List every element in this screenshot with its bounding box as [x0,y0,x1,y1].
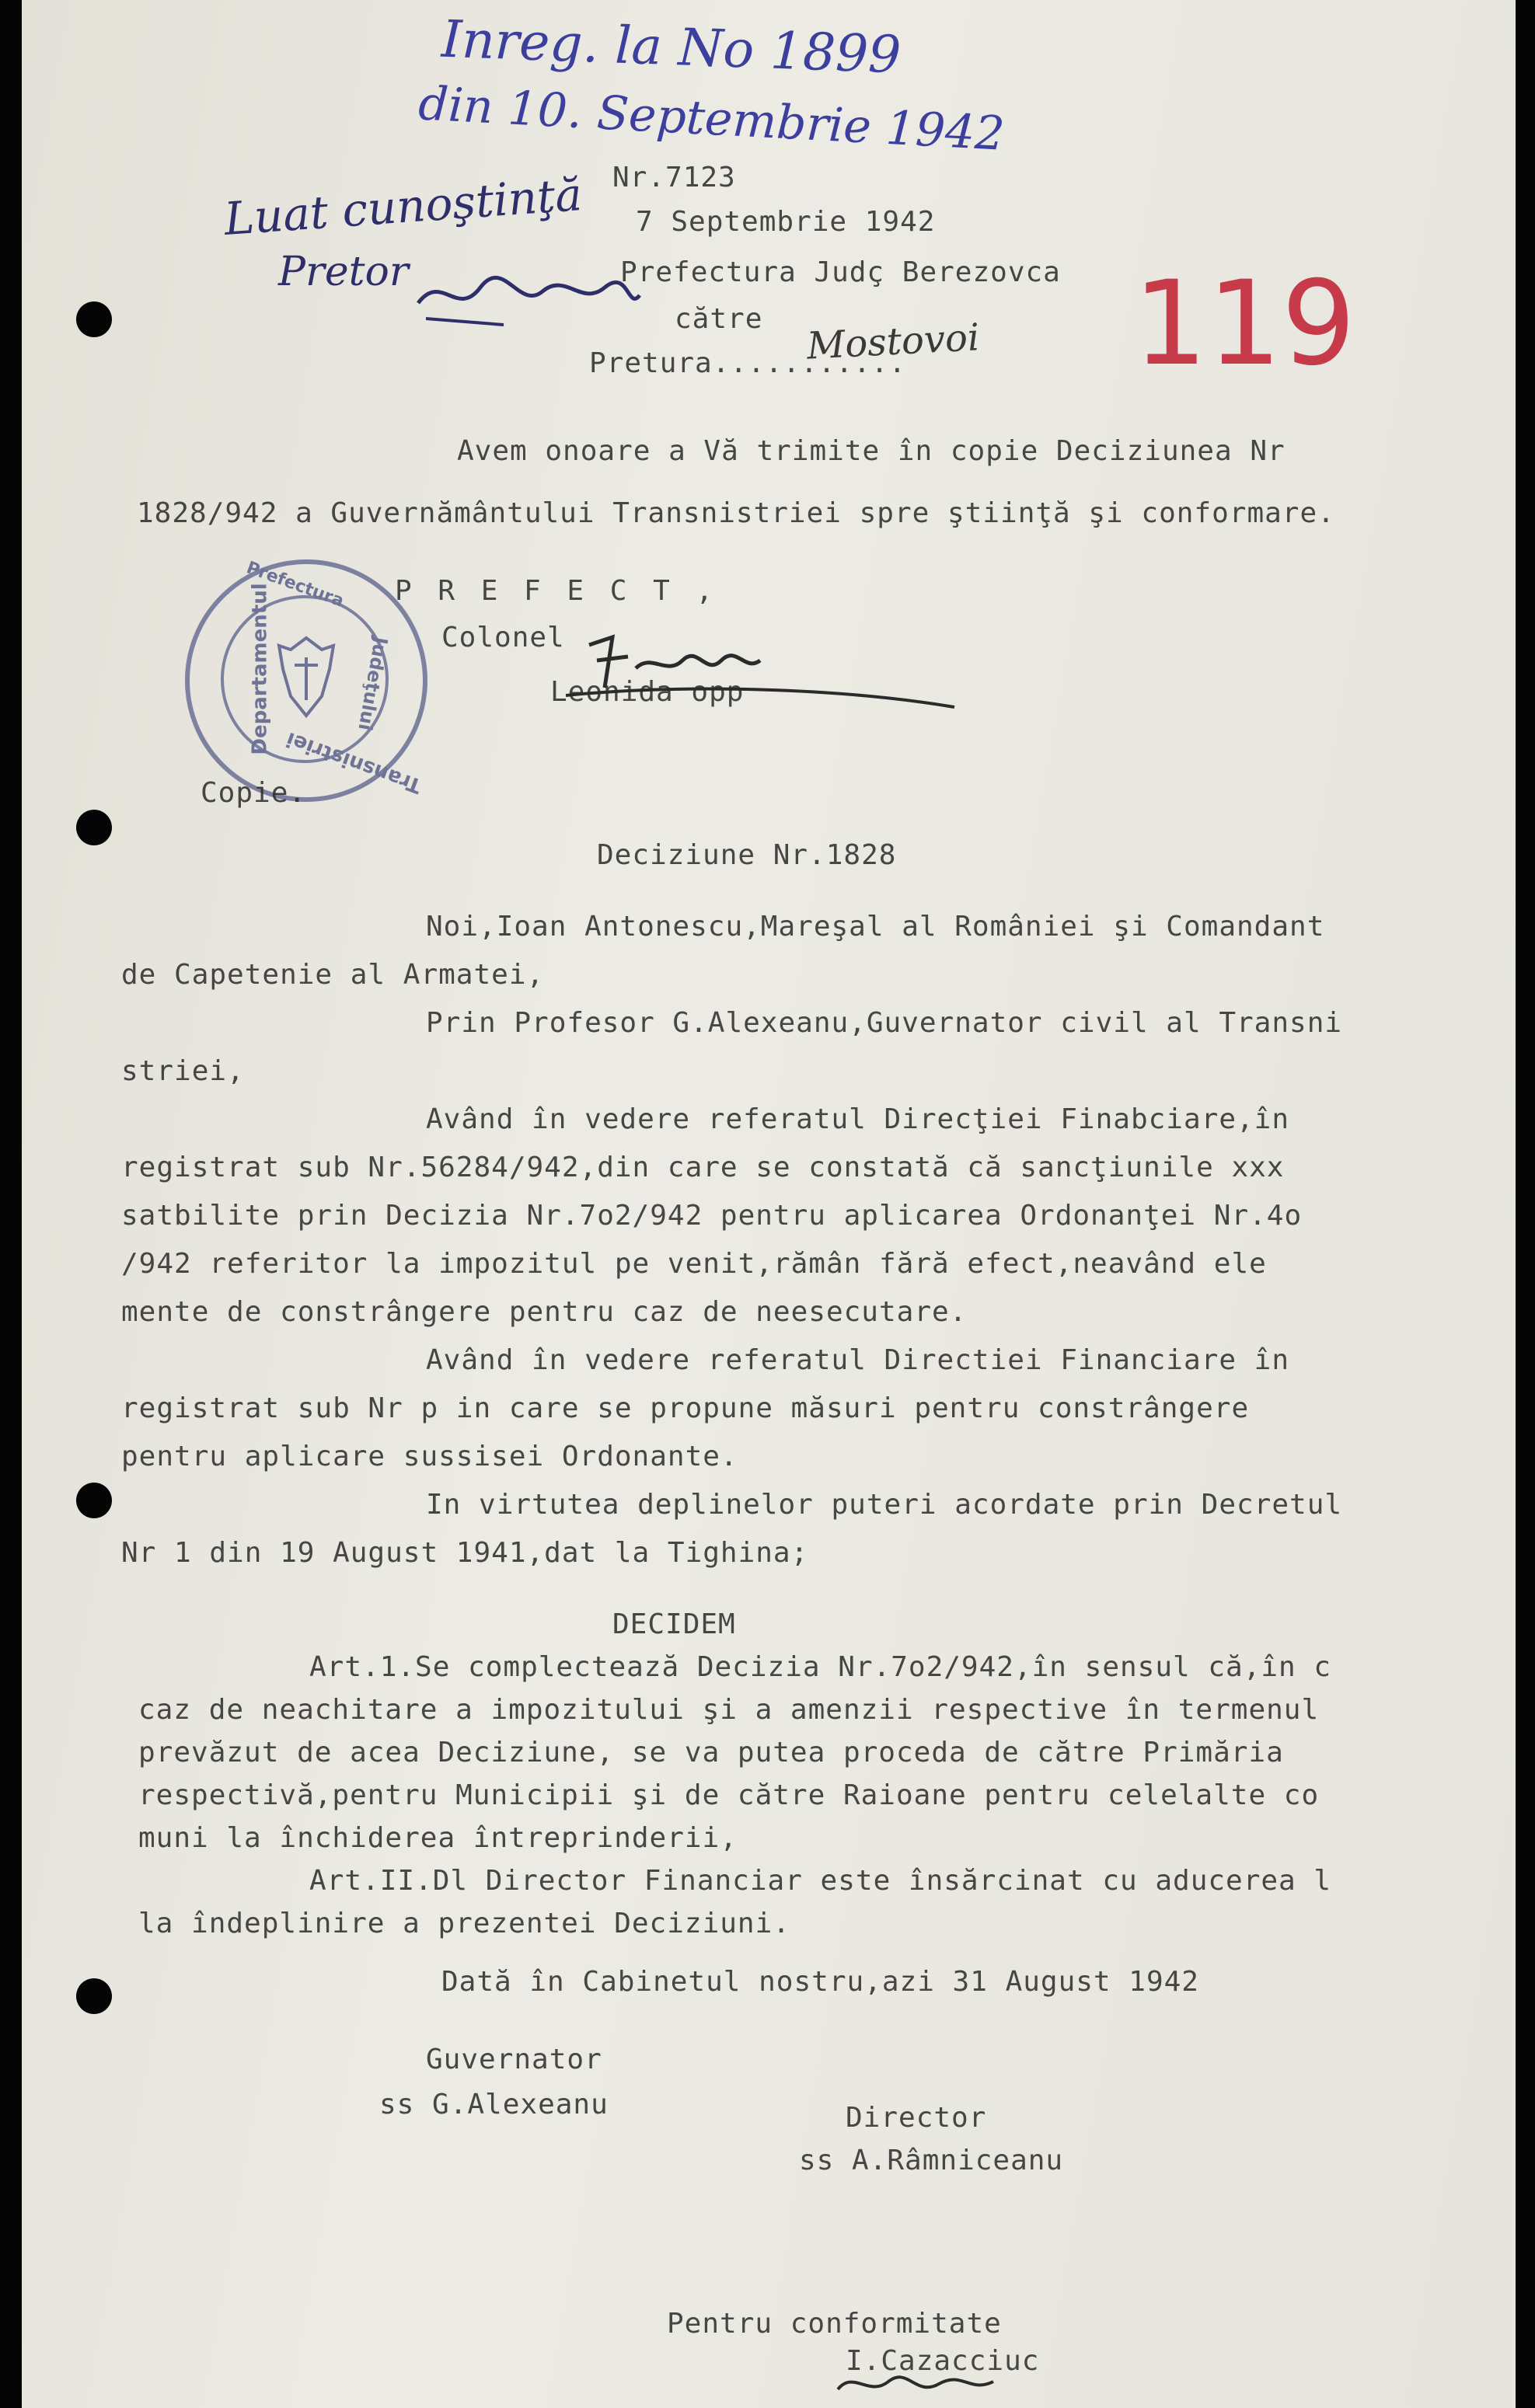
document-text-line: Nr 1 din 19 August 1941,dat la Tighina; [121,1537,809,1569]
document-text-line: de Capetenie al Armatei, [121,959,545,991]
handwritten-registration-line2: din 10. Septembrie 1942 [417,76,1006,162]
document-text-line: prevăzut de acea Deciziune, se va putea proceda de către Primăria [138,1737,1284,1769]
punch-hole [76,1978,112,2014]
coat-of-arms-icon [275,634,337,720]
sender-office: Prefectura Judç Berezovca [620,256,1061,288]
prefect-signature [566,614,970,730]
conformity-label: Pentru conformitate [667,2308,1002,2340]
prefect-rank: Colonel [441,622,565,653]
cover-letter-line2: 1828/942 a Guvernământului Transnistriei spre ştiinţă şi conformare. [137,497,1335,529]
stamp-text-right: Judeţului [354,635,392,733]
conformity-name: I.Cazacciuc [846,2345,1040,2377]
document-text-line: satbilite prin Decizia Nr.7o2/942 pentru aplicarea Ordonanţei Nr.4o [121,1200,1303,1232]
red-file-number: 119 [1133,256,1356,392]
document-text-line: respectivă,pentru Municipii şi de către Raioane pentru celelalte co [138,1779,1320,1811]
conformity-signature [830,2362,1032,2405]
stamp-text-top: Prefectura [243,558,347,612]
document-text-line: registrat sub Nr.56284/942,din care se constată că sancţiunile xxx [121,1152,1285,1183]
document-date: 7 Septembrie 1942 [636,206,936,238]
decision-given: Dată în Cabinetul nostru,azi 31 August 1942 [441,1966,1199,1998]
document-text-line: pentru aplicare sussisei Ordonante. [121,1441,738,1472]
handwritten-pretura-name: Mostovoi [805,315,981,368]
document-text-line: Având în vedere referatul Direcţiei Finabciare,în [426,1103,1290,1135]
director-name: ss A.Râmniceanu [799,2145,1064,2176]
document-text-line: caz de neachitare a impozitului şi a amenzii respective în termenul [138,1694,1320,1726]
decidem-heading: DECIDEM [612,1608,736,1640]
document-text-line: Prin Profesor G.Alexeanu,Guvernator civil al Transni [426,1007,1343,1039]
document-text-line: mente de constrângere pentru caz de neesecutare. [121,1296,968,1328]
stamp-text-left: Departamentul [248,583,272,755]
decision-title: Deciziune Nr.1828 [597,839,897,871]
handwritten-registration-line1: Inreg. la No 1899 [440,9,902,85]
handwritten-luat-cunostinta: Luat cunoştinţă [222,167,584,246]
document-page [22,0,1516,2408]
punch-hole [76,301,112,337]
cover-letter-line1: Avem onoare a Vă trimite în copie Deciziunea Nr [457,435,1286,467]
governor-name: ss G.Alexeanu [379,2089,609,2121]
document-text-line: muni la închiderea întreprinderii, [138,1822,738,1854]
document-text-line: Având în vedere referatul Directiei Financiare în [426,1344,1290,1376]
document-text-line: la îndeplinire a prezentei Deciziuni. [138,1908,790,1939]
stamp-text-bottom: Transnistriei [283,727,425,798]
punch-hole [76,810,112,845]
governor-title: Guvernator [426,2044,602,2075]
document-text-line: registrat sub Nr p in care se propune măsuri pentru constrângere [121,1392,1250,1424]
document-text-line: Noi,Ioan Antonescu,Mareşal al României şi Comandant [426,911,1325,943]
document-text-line: Art.II.Dl Director Financiar este însărcinat cu aducerea l [309,1865,1332,1897]
recipient-office: Pretura........... [589,347,907,379]
prefect-name: Leonida opp [550,676,745,708]
handwritten-pretor: Pretor [278,249,409,295]
official-stamp [185,559,427,802]
director-title: Director [846,2102,987,2134]
copy-label: Copie. [201,777,307,809]
document-text-line: striei, [121,1055,245,1087]
document-text-line: Art.1.Se complectează Decizia Nr.7o2/942,în sensul că,în c [309,1651,1332,1683]
document-text-line: /942 referitor la impozitul pe venit,rămân fără efect,neavând ele [121,1248,1267,1280]
pretor-signature [410,256,644,342]
document-text-line: In virtutea deplinelor puteri acordate prin Decretul [426,1489,1343,1521]
prefect-title: P R E F E C T , [395,575,718,607]
punch-hole [76,1483,112,1518]
recipient-preposition: către [675,303,763,335]
document-number: Nr.7123 [612,162,736,193]
